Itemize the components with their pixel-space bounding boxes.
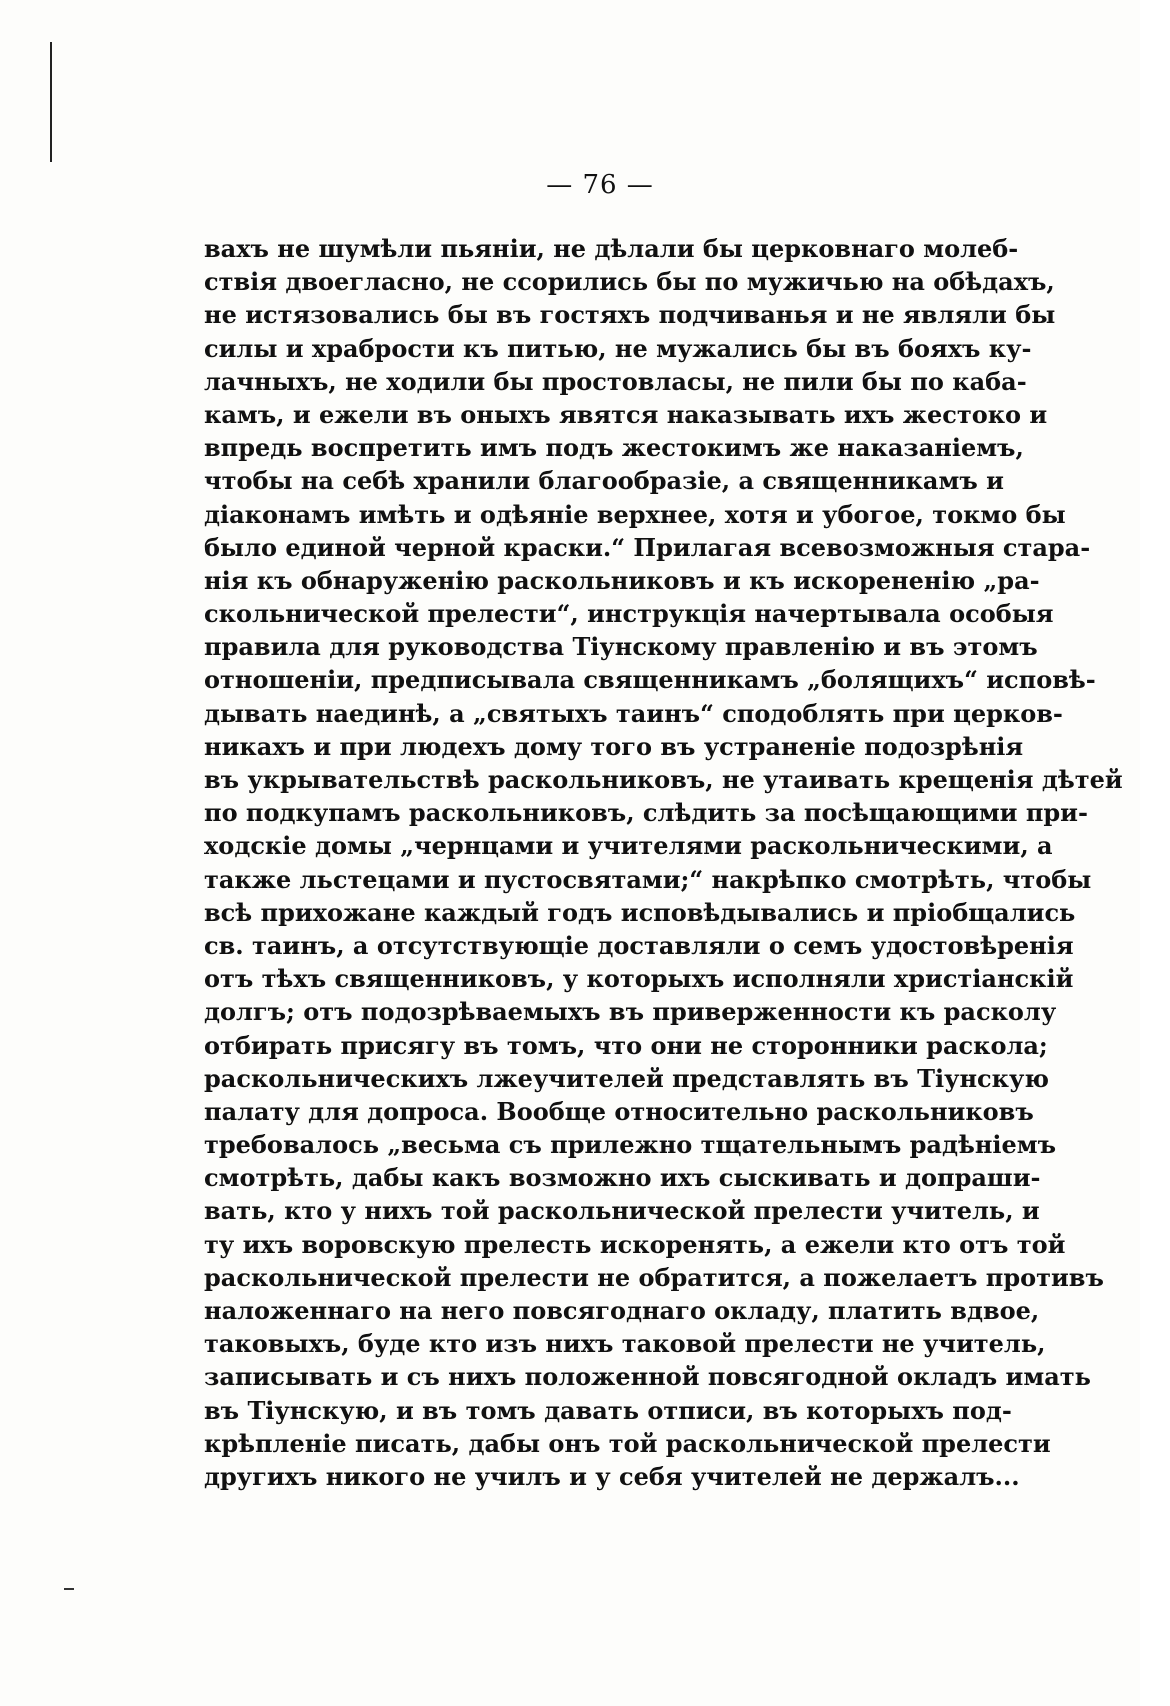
text-line: св. таинъ, а отсутствующiе доставляли о семъ удостовѣренiя (204, 930, 1074, 960)
text-line: не истязовались бы въ гостяхъ подчиванья и не являли бы (204, 300, 1056, 330)
text-line: въ укрывательствѣ раскольниковъ, не утаивать крещенiя дѣтей (204, 765, 1123, 794)
text-line: смотрѣть, дабы какъ возможно ихъ сыскивать и допраши- (204, 1163, 1041, 1193)
page-number: — 76 — (546, 170, 654, 200)
text-line: нiя къ обнаруженiю раскольниковъ и къ искорененiю „ра- (204, 565, 1040, 595)
text-line: въ Тiунскую, и въ томъ давать отписи, въ которыхъ под- (204, 1395, 1012, 1425)
text-line: ствiя двоегласно, не ссорились бы по мужичью на обѣдахъ, (204, 267, 1055, 297)
text-line: вахъ не шумѣли пьянiи, не дѣлали бы церковнаго молеб- (204, 234, 1019, 263)
text-line: дiаконамъ имѣть и одѣянiе верхнее, хотя и убогое, токмо бы (204, 499, 1066, 529)
text-line: ту ихъ воровскую прелесть искоренять, а ежели кто отъ той (204, 1229, 1066, 1259)
text-line: крѣпленiе писать, дабы онъ той раскольнической прелести (204, 1428, 1051, 1458)
text-line: правила для руководства Тiунскому правленiю и въ этомъ (204, 632, 1038, 662)
text-line: вать, кто у нихъ той раскольнической прелести учитель, и (204, 1196, 1040, 1226)
text-line: никахъ и при людехъ дому того въ устраненiе подозрѣнiя (204, 731, 1024, 761)
text-line: отбирать присягу въ томъ, что они не сторонники раскола; (204, 1030, 1048, 1060)
text-line: другихъ никого не училъ и у себя учителей не держалъ... (204, 1461, 1020, 1491)
text-line: силы и храбрости къ питью, не мужались бы въ бояхъ ку- (204, 333, 1032, 363)
text-line: долгъ; отъ подозрѣваемыхъ въ приверженности къ расколу (204, 997, 1057, 1027)
text-line: по подкупамъ раскольниковъ, слѣдить за посѣщающими при- (204, 798, 1088, 828)
text-line: дывать наединѣ, а „святыхъ таинъ“ сподоблять при церков- (204, 698, 1063, 728)
text-line: всѣ прихожане каждый годъ исповѣдывались и прiобщались (204, 897, 1076, 927)
text-line: раскольнической прелести не обратится, а пожелаетъ противъ (204, 1262, 1104, 1292)
text-line: впредь воспретить имъ подъ жестокимъ же наказанiемъ, (204, 433, 1024, 463)
text-line: ходскiе домы „чернцами и учителями раскольническими, а (204, 831, 1053, 861)
text-line: таковыхъ, буде кто изъ нихъ таковой прелести не учитель, (204, 1329, 1046, 1359)
text-line: было единой черной краски.“ Прилагая всевозможныя стара- (204, 532, 1091, 562)
text-line: отъ тѣхъ священниковъ, у которыхъ исполняли христiанскiй (204, 964, 1074, 994)
text-line: скольнической прелести“, инструкцiя начертывала особыя (204, 599, 1054, 629)
text-line: отношенiи, предписывала священникамъ „болящихъ“ исповѣ- (204, 665, 1096, 695)
text-line: также льстецами и пустосвятами;“ накрѣпко смотрѣть, чтобы (204, 864, 1092, 894)
text-line: чтобы на себѣ хранили благообразiе, а священникамъ и (204, 466, 1004, 496)
text-line: палату для допроса. Вообще относительно раскольниковъ (204, 1096, 1034, 1126)
text-line: записывать и съ нихъ положенной повсягодной окладъ имать (204, 1362, 1091, 1392)
text-line: раскольническихъ лжеучителей представлять въ Тiунскую (204, 1063, 1049, 1093)
text-line: лачныхъ, не ходили бы простовласы, не пили бы по каба- (204, 366, 1027, 396)
margin-mark (64, 1588, 74, 1590)
binding-edge-mark (50, 42, 52, 162)
text-line: наложеннаго на него повсягоднаго окладу, платить вдвое, (204, 1296, 1040, 1325)
text-line: требовалось „весьма съ прилежно тщательнымъ радѣнiемъ (204, 1130, 1057, 1160)
body-text (204, 232, 1123, 1493)
text-line: камъ, и ежели въ оныхъ явятся наказывать ихъ жестоко и (204, 399, 1048, 429)
